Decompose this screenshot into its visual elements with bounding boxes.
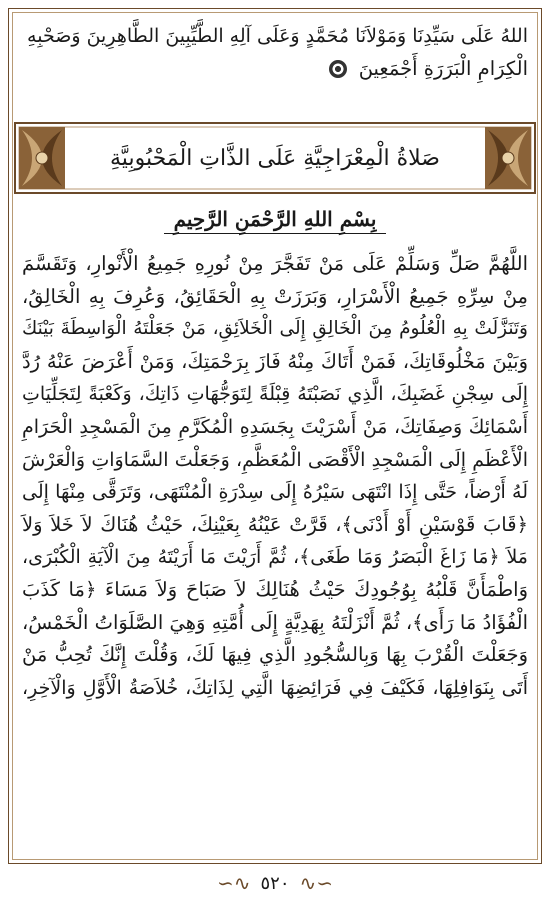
right-ornament-icon: ∿∽ [299,871,334,895]
body-line: أَتَى بِنَوَافِلِهَا، فَكَيْفَ فِي فَرَائِضِهَا الَّتِي لِذَاتِكَ، خُلاَصَةُ الْأَوَّلِ وَالْآخِرِ، [22,676,528,699]
rosette-icon [329,60,347,78]
page-footer [0,868,550,898]
intro-line-2: الْكِرَامِ الْبَرَرَةِ أَجْمَعِينَ [358,56,528,80]
title-band [14,122,536,194]
body-line: وَبَيْنَ مَخْلُوقَاتِكَ، فَمَنْ أَتَاكَ مِنْهُ فَازَ بِرَحْمَتِكَ، وَمَنْ أَعْرَضَ عَنْهُ رُدَّ [22,349,528,373]
section-title: صَلاةُ الْمِعْرَاجِيَّةِ عَلَى الذَّاتِ الْمَحْبُوبِيَّةِ [110,145,440,171]
intro-text [22,20,528,100]
body-line: مِنْ سِرِّهِ جَمِيعُ الْأَسْرَارِ، وَبَرَزَتْ بِهِ الْحَقَائِقُ، وَعُرِفَ بِهِ الْخَالِقُ، [22,284,528,308]
body-line: مَلاَ ﴿مَا زَاغَ الْبَصَرُ وَمَا طَغَى﴾، ثُمَّ أَرَيْتَ مَا أَرَيْتَهُ مِنَ الْآيَةِ الْكُبْرَى، [22,546,528,569]
body-line: اللَّهُمَّ صَلِّ وَسَلِّمْ عَلَى مَنْ تَفَجَّرَ مِنْ نُورِهِ جَمِيعُ الْأَنْوارِ، وَتَقَسَّمَ [22,252,528,275]
body-line: إِلَى سِجْنِ غَضَبِكَ، الَّذِي نَصَبْتَهُ قِبْلَةً لِتَوَجُّهَاتِ ذَاتِكَ، وَكَعْبَةً لِتَجَلِّيَاتِ [22,383,528,406]
basmala [0,200,550,240]
body-line: وَاطْمَأَنَّ قَلْبُهُ بِوُجُودِكَ حَيْثُ هُنَالِكَ لاَ صَبَاحَ وَلاَ مَسَاءَ ﴿مَا كَذَبَ [22,577,528,601]
body-line: الْأَعْظَمِ إِلَى الْمَسْجِدِ الْأَقْصَى الْمُعَظَّمِ، وَجَعَلْتَ السَّمَاوَاتِ وَالْعَرْشَ [22,448,528,471]
body-line: أَسْمَائِكَ وَصِفَاتِكَ، مَنْ أَسْرَيْتَ بِجَسَدِهِ الْمُكَرَّمِ مِنَ الْمَسْجِدِ الْحَرَامِ [22,415,528,438]
page-number: ٥٢٠ [260,872,290,894]
body-line: لَهُ أَرْضاً، حَتَّى إِذَا انْتَهَى سَيْرُهُ إِلَى سِدْرَةِ الْمُنْتَهَى، وَتَرَقَّى مِنْهَا إِلَى [22,481,528,504]
basmala-text: بِسْمِ اللهِ الرَّحْمَنِ الرَّحِيمِ [164,207,387,234]
body-text [22,248,528,852]
body-line: وَجَعَلْتَ الْقُرْبَ بِهَا وَبِالسُّجُودِ الَّذِي فِيهَا لَكَ، وَقُلْتَ إِنَّكَ تُحِبُّ مَنْ [22,643,528,667]
body-line: وَتَنَزَّلَتْ بِهِ الْعُلُومُ مِنَ الْخَالِقِ إِلَى الْخَلاَئِقِ، مَنْ جَعَلْتَهُ الْوَاسِطَةَ بَيْنَكَ [22,318,528,340]
body-line: الْفُؤَادُ مَا رَأَى﴾، ثُمَّ أَنْزَلْتَهُ بِهَدِيَّةٍ إِلَى أُمَّتِهِ وَهِيَ الصَّلَوَاتُ الْخَمْسُ، [22,610,528,634]
body-line: ﴿قَابَ قَوْسَيْنِ أَوْ أَدْنَى﴾، قَرَّتْ عَيْنُهُ بِعَيْنِكَ، حَيْثُ هُنَاكَ لاَ خَلاَ وَلاَ [22,512,528,536]
intro-line-1: اللهُ عَلَى سَيِّدِنَا وَمَوْلاَنَا مُحَمَّدٍ وَعَلَى آلِهِ الطَّيِّبِينَ الطَّاهِرِينَ وَصَحْبِهِ [27,25,528,47]
left-ornament-icon: ∽∿ [216,871,251,895]
